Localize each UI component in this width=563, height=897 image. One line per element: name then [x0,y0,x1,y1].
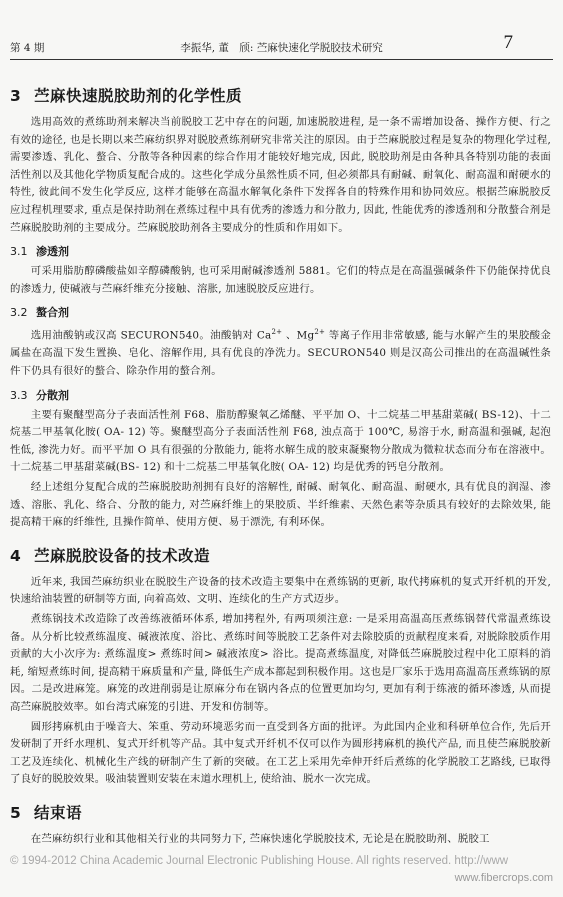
copyright-footer: © 1994-2012 China Academic Journal Electronic Publishing House. All rights reserved. http://www [10,855,509,867]
section-4-para-1: 近年来, 我国苎麻纺织业在脱胶生产设备的技术改造主要集中在煮练锅的更新, 取代拷麻机的复式开纤机的开发, 快速给油装置的研制等方面, 向着高效、文明、连续化的生产方式迈步。 [10,575,551,606]
section-5-heading: 5 结束语 [10,803,83,822]
issue-label: 第 4 期 [10,42,45,54]
page-number: 7 [503,32,513,53]
section-3-intro: 选用高效的煮练助剂来解决当前脱胶工艺中存在的问题, 加速脱胶进程, 是一条不需增加设备、操作方便、行之有效的途径, 也是长期以来苎麻纺织界对脱胶煮练剂研究非常关注的原因。由于苎麻脱胶过程是复杂的物理化学过程, 需要渗透、乳化、螯合、分散等各种因素的综合作用才能较好地完成, 因此, 脱胶助剂是由各种具各特别功能的表面活性剂以及其他化学物质复配合成的。这些化学成分虽然性质不同, 但必须都具有耐碱、耐氧化、耐高温和耐硬水的特性, 彼此间不发生化学反应, 这样才能够在高温水解氧化条件下发挥各自的特殊作用和协同效应。根据苎麻脱胶反应过程机理要求, 重点是保持助剂在煮练过程中具有优秀的渗透力和分散力, 因此, 性能优秀的渗透剂和分散螯合剂是苎麻脱胶助剂的主要成分。苎麻脱胶助剂各主要成分的性质和作用如下。 [10,116,551,234]
running-header [10,34,553,58]
subsection-3-2-text: 选用油酸钠或汉高 SECURON540。油酸钠对 $Ca^{2+}$ 、$Mg^{2+}$ 等离子作用非常敏感, 能与水解产生的果胶酸金属盐在高温下发生置换、皂化、溶解作用, 具有优良的净洗力。SECURON540 则是汉高公司推出的在高温碱性条件下仍具有很好的螯合、除杂作用的螯合剂。 [10,328,551,377]
subsection-3-3-heading: 3.3 分散剂 [10,388,69,402]
section-4-heading: 4 苎麻脱胶设备的技术改造 [10,546,211,565]
header-rule [10,59,553,60]
running-title: 李振华, 董 颀: 苎麻快速化学脱胶技术研究 [180,42,383,54]
watermark: www.fibercrops.com [454,872,553,884]
subsection-3-3-text-2: 经上述组分复配合成的苎麻脱胶助剂拥有良好的溶解性, 耐碱、耐氧化、耐高温、耐硬水, 具有优良的润湿、渗透、溶胀、乳化、络合、分散的能力, 对苎麻纤维上的果胶质、半纤维素、天然色素等杂质具有较好的去除效果, 能提高精干麻的纤维性, 且操作简单、使用方便、易于漂洗, 有利环保。 [10,480,551,529]
subsection-3-3-text-1: 主要有聚醚型高分子表面活性剂 F68、脂肪醇聚氧乙烯醚、平平加 O、十二烷基二甲基甜菜碱( BS-12)、十二烷基二甲基氧化胺( OA- 12) 等。聚醚型高分子表面活性剂 F68, 浊点高于 100℃, 易溶于水, 耐高温和强碱, 起泡性低, 渗洗力好。而平平加 O 具有很强的分散能力, 能将水解生成的胶束凝聚物分散成为微粒状态而分布在溶液中。十二烷基二甲基甜菜碱(BS- 12) 和十二烷基二甲基氧化胺( OA- 12) 均是优秀的钙皂分散剂。 [10,408,551,474]
subsection-3-2-heading: 3.2 螯合剂 [10,306,69,320]
section-3-heading: 3 苎麻快速脱胶助剂的化学性质 [10,87,243,105]
article-body [10,72,551,850]
subsection-3-1-heading: 3.1 渗透剂 [10,245,69,259]
subsection-3-1-text: 可采用脂肪醇磷酸盐如辛醇磷酸钠, 也可采用耐碱渗透剂 5881。它们的特点是在高温强碱条件下仍能保持优良的渗透力, 使碱液与苎麻纤维充分接触、溶胀, 加速脱胶反应进行。 [10,265,551,295]
section-5-para-1: 在苎麻纺织行业和其他相关行业的共同努力下, 苎麻快速化学脱胶技术, 无论是在脱胶助剂、脱胶工 [30,832,490,845]
section-4-para-2: 煮练锅技术改造除了改善练液循环体系, 增加拷程外, 有两项须注意: 一是采用高温高压煮练锅替代常温煮练设备。从分析比较煮练温度、碱液浓度、浴比、煮练时间等脱胶工艺条件对去除胶质的贡献程度来看, 对脱除胶质作用贡献的大小次序为: 煮练温度> 煮练时间> 碱液浓度> 浴比。提高煮练温度, 对降低苎麻脱胶过程中化工原料的消耗, 缩短煮练时间, 提高精干麻质量和产量, 降低生产成本都起到积极作用。这也是厂家乐于选用高温高压煮练锅的原因。二是改进麻笼。麻笼的改进削弱是让原麻分布在锅内各点的位置更加均匀, 更加有利于练液的循环渗透, 从而提高苎麻脱胶效率。如台湾式麻笼的引进、开发和仿制等。 [10,612,551,713]
section-4-para-3: 圆形拷麻机由于噪音大、笨重、劳动环境恶劣而一直受到各方面的批评。为此国内企业和科研单位合作, 先后开发研制了开纤水理机、复式开纤机等产品。其中复式开纤机不仅可以作为圆形拷麻机的换代产品, 而且使苎麻脱胶新工艺及连续化、机械化生产线的研制产生了新的突破。在工艺上采用先牵伸开纤后煮练的化学脱胶工艺路线, 已取得了良好的脱胶效果。吸油装置则安装在末道水理机上, 使给油、脱水一次完成。 [10,720,551,786]
